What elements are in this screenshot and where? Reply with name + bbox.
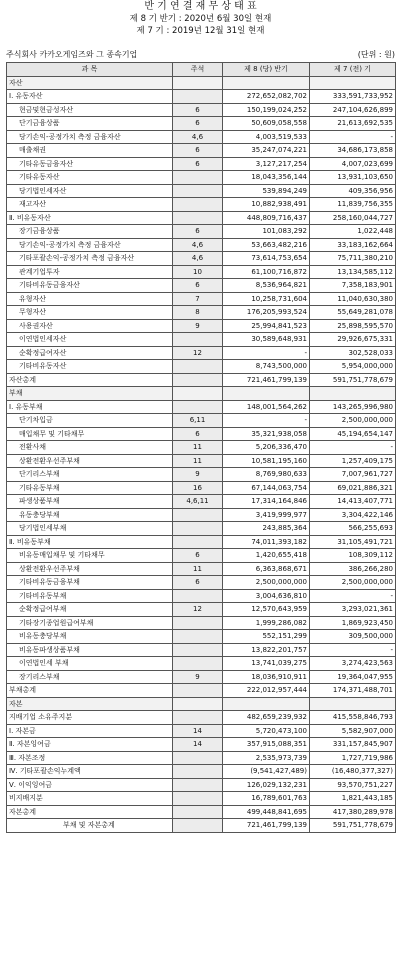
current-amount-cell [223,387,310,401]
note-cell [173,171,223,185]
current-amount-cell: 8,743,500,000 [223,360,310,374]
account-cell: 매출채권 [7,144,173,158]
note-cell: 4,6 [173,238,223,252]
table-row [7,751,396,765]
current-amount-cell: 3,419,999,977 [223,508,310,522]
account-cell: Ⅰ. 유동부채 [7,400,173,414]
table-row [7,130,396,144]
table-row [7,427,396,441]
account-cell: 재고자산 [7,198,173,212]
account-cell: 이연법인세 부채 [7,657,173,671]
previous-amount-cell: 143,265,996,980 [310,400,396,414]
table-row [7,400,396,414]
account-cell: 자산 [7,76,173,90]
note-cell: 9 [173,319,223,333]
note-cell [173,819,223,833]
table-row [7,670,396,684]
current-amount-cell: 721,461,799,139 [223,819,310,833]
table-row [7,76,396,90]
note-cell: 6 [173,117,223,131]
note-cell [173,387,223,401]
column-header-current: 제 8 (당) 반기 [223,63,310,77]
current-amount-cell [223,697,310,711]
table-row [7,684,396,698]
account-cell: 전환사채 [7,441,173,455]
current-amount-cell: 30,589,648,931 [223,333,310,347]
table-row [7,589,396,603]
account-cell: Ⅰ. 유동자산 [7,90,173,104]
account-cell: 기타유동자산 [7,171,173,185]
table-header-row [7,63,396,77]
note-cell: 11 [173,454,223,468]
current-amount-cell: 10,882,938,491 [223,198,310,212]
account-cell: 기타비유동금융자산 [7,279,173,293]
table-row [7,292,396,306]
account-cell: Ⅲ. 자본조정 [7,751,173,765]
account-cell: 무형자산 [7,306,173,320]
current-amount-cell: 2,500,000,000 [223,576,310,590]
account-cell: 단기리스부채 [7,468,173,482]
account-cell: 지배기업 소유주지분 [7,711,173,725]
current-amount-cell: 18,043,356,144 [223,171,310,185]
current-amount-cell: 1,420,655,418 [223,549,310,563]
table-row [7,306,396,320]
note-cell [173,522,223,536]
table-row [7,211,396,225]
table-row [7,117,396,131]
account-cell: 당기손익-공정가치 측정 금융자산 [7,238,173,252]
current-amount-cell: 721,461,799,139 [223,373,310,387]
account-cell: 순확정급여자산 [7,346,173,360]
note-cell [173,400,223,414]
current-amount-cell [223,76,310,90]
previous-amount-cell: 2,500,000,000 [310,414,396,428]
current-amount-cell: 10,581,195,160 [223,454,310,468]
account-cell: 현금및현금성자산 [7,103,173,117]
previous-amount-cell: 333,591,733,952 [310,90,396,104]
account-cell: 사용권자산 [7,319,173,333]
current-amount-cell: 2,535,973,739 [223,751,310,765]
table-row [7,184,396,198]
note-cell [173,765,223,779]
current-amount-cell: (9,541,427,489) [223,765,310,779]
table-row [7,265,396,279]
current-amount-cell: 150,199,024,252 [223,103,310,117]
table-row [7,441,396,455]
account-cell: 장기리스부채 [7,670,173,684]
table-row [7,508,396,522]
account-cell: Ⅱ. 비유동자산 [7,211,173,225]
company-unit-row [0,37,401,62]
note-cell: 6 [173,144,223,158]
current-amount-cell: 3,004,636,810 [223,589,310,603]
current-amount-cell: 4,003,519,533 [223,130,310,144]
table-row [7,495,396,509]
account-cell: 상환전환우선주부채 [7,454,173,468]
current-amount-cell: 243,885,364 [223,522,310,536]
note-cell: 6,11 [173,414,223,428]
statement-header [0,0,401,37]
current-amount-cell: 10,258,731,604 [223,292,310,306]
table-row [7,805,396,819]
table-row [7,238,396,252]
note-cell: 6 [173,157,223,171]
current-amount-cell: 50,609,058,558 [223,117,310,131]
previous-amount-cell: 591,751,778,679 [310,819,396,833]
note-cell [173,535,223,549]
note-cell: 4,6 [173,252,223,266]
previous-amount-cell: 14,413,407,771 [310,495,396,509]
note-cell: 16 [173,481,223,495]
previous-amount-cell: 1,869,923,450 [310,616,396,630]
table-row [7,144,396,158]
previous-amount-cell [310,697,396,711]
note-cell [173,211,223,225]
account-cell: 비유동파생상품부채 [7,643,173,657]
note-cell: 12 [173,346,223,360]
current-amount-cell: 35,321,938,058 [223,427,310,441]
table-row [7,252,396,266]
previous-amount-cell: 591,751,778,679 [310,373,396,387]
previous-amount-cell: 29,926,675,331 [310,333,396,347]
note-cell: 9 [173,670,223,684]
previous-amount-cell: 11,040,630,380 [310,292,396,306]
table-row [7,630,396,644]
note-cell [173,616,223,630]
account-cell: 기타유동금융자산 [7,157,173,171]
previous-amount-cell [310,76,396,90]
current-amount-cell: 25,994,841,523 [223,319,310,333]
previous-amount-cell: 5,582,907,000 [310,724,396,738]
previous-amount-cell: - [310,441,396,455]
current-amount-cell: 101,083,292 [223,225,310,239]
note-cell [173,751,223,765]
previous-amount-cell: 3,274,423,563 [310,657,396,671]
current-amount-cell: 8,536,964,821 [223,279,310,293]
account-cell: 부채 및 자본총계 [7,819,173,833]
account-cell: 기타유동부채 [7,481,173,495]
table-row [7,454,396,468]
account-cell: Ⅳ. 기타포괄손익누계액 [7,765,173,779]
table-row [7,90,396,104]
current-amount-cell: 74,011,393,182 [223,535,310,549]
previous-amount-cell: 331,157,845,907 [310,738,396,752]
table-row [7,103,396,117]
table-row [7,171,396,185]
note-cell [173,76,223,90]
previous-amount-cell: 386,266,280 [310,562,396,576]
previous-amount-cell: 1,022,448 [310,225,396,239]
previous-amount-cell: 566,255,693 [310,522,396,536]
balance-sheet-table [6,62,396,833]
note-cell [173,198,223,212]
note-cell: 6 [173,103,223,117]
table-body [7,76,396,832]
current-amount-cell: 67,144,063,754 [223,481,310,495]
table-row [7,522,396,536]
previous-amount-cell: 3,304,422,146 [310,508,396,522]
previous-amount-cell: 33,183,162,664 [310,238,396,252]
current-amount-cell: 5,720,473,100 [223,724,310,738]
table-row [7,549,396,563]
previous-amount-cell: 93,570,751,227 [310,778,396,792]
account-cell: 부채 [7,387,173,401]
current-amount-cell: 6,363,868,671 [223,562,310,576]
note-cell: 14 [173,738,223,752]
note-cell: 6 [173,576,223,590]
current-amount-cell: 17,314,164,846 [223,495,310,509]
previous-amount-cell: - [310,643,396,657]
current-amount-cell: 61,100,716,872 [223,265,310,279]
previous-amount-cell: 409,356,956 [310,184,396,198]
column-header-note: 주석 [173,63,223,77]
account-cell: 기타포괄손익-공정가치 측정 금융자산 [7,252,173,266]
account-cell: 자본총계 [7,805,173,819]
table-row [7,792,396,806]
account-cell: Ⅰ. 자본금 [7,724,173,738]
statement-title: 반 기 연 결 재 무 상 태 표 [144,1,257,12]
table-row [7,576,396,590]
account-cell: 장기금융상품 [7,225,173,239]
current-amount-cell: 12,570,643,959 [223,603,310,617]
account-cell: 비지배지분 [7,792,173,806]
current-amount-cell: 539,894,249 [223,184,310,198]
account-cell: 비유동매입채무 및 기타채무 [7,549,173,563]
previous-amount-cell: 69,021,886,321 [310,481,396,495]
account-cell: Ⅱ. 자본잉여금 [7,738,173,752]
note-cell [173,373,223,387]
previous-amount-cell: 11,839,756,355 [310,198,396,212]
previous-amount-cell: 5,954,000,000 [310,360,396,374]
previous-amount-cell: (16,480,377,327) [310,765,396,779]
note-cell [173,711,223,725]
account-cell: 당기법인세자산 [7,184,173,198]
note-cell: 6 [173,225,223,239]
previous-amount-cell: 55,649,281,078 [310,306,396,320]
current-amount-cell: 222,012,957,444 [223,684,310,698]
table-row [7,279,396,293]
previous-amount-cell: - [310,589,396,603]
previous-amount-cell: 108,309,112 [310,549,396,563]
previous-amount-cell: 415,558,846,793 [310,711,396,725]
current-amount-cell: 357,915,088,351 [223,738,310,752]
previous-amount-cell: 13,931,103,650 [310,171,396,185]
table-row [7,360,396,374]
previous-amount-cell: - [310,130,396,144]
note-cell: 4,6,11 [173,495,223,509]
table-row [7,157,396,171]
account-cell: 관계기업투자 [7,265,173,279]
note-cell: 9 [173,468,223,482]
table-row [7,481,396,495]
table-row [7,643,396,657]
table-row [7,387,396,401]
account-cell: 유형자산 [7,292,173,306]
account-cell: 기타장기종업원급여부채 [7,616,173,630]
period-previous: 제 7 기 : 2019년 12월 31일 현재 [136,26,265,36]
current-amount-cell: 3,127,217,254 [223,157,310,171]
table-row [7,414,396,428]
note-cell: 11 [173,441,223,455]
previous-amount-cell: 302,528,033 [310,346,396,360]
previous-amount-cell: 13,134,585,112 [310,265,396,279]
previous-amount-cell: 21,613,692,535 [310,117,396,131]
table-row [7,562,396,576]
previous-amount-cell: 75,711,380,210 [310,252,396,266]
account-cell: 자산총계 [7,373,173,387]
previous-amount-cell: 258,160,044,727 [310,211,396,225]
current-amount-cell: 176,205,993,524 [223,306,310,320]
current-amount-cell: 272,652,082,702 [223,90,310,104]
table-row [7,765,396,779]
current-amount-cell: 148,001,564,262 [223,400,310,414]
table-row [7,616,396,630]
note-cell [173,360,223,374]
previous-amount-cell: 417,380,289,978 [310,805,396,819]
note-cell [173,643,223,657]
table-row [7,198,396,212]
previous-amount-cell: 31,105,491,721 [310,535,396,549]
account-cell: 비유동충당부채 [7,630,173,644]
current-amount-cell: 18,036,910,911 [223,670,310,684]
account-cell: 당기손익-공정가치 측정 금융자산 [7,130,173,144]
previous-amount-cell: 34,686,173,858 [310,144,396,158]
note-cell: 6 [173,279,223,293]
current-amount-cell: 448,809,716,437 [223,211,310,225]
current-amount-cell: 126,029,132,231 [223,778,310,792]
period-current: 제 8 기 반기 : 2020년 6월 30일 현재 [129,14,272,24]
table-row [7,711,396,725]
current-amount-cell: - [223,346,310,360]
current-amount-cell: 552,151,299 [223,630,310,644]
table-row [7,657,396,671]
table-row [7,373,396,387]
account-cell: 순확정급여부채 [7,603,173,617]
previous-amount-cell: 7,358,183,901 [310,279,396,293]
table-row [7,603,396,617]
table-row [7,778,396,792]
current-amount-cell: 482,659,239,932 [223,711,310,725]
previous-amount-cell: 7,007,961,727 [310,468,396,482]
note-cell [173,184,223,198]
note-cell [173,657,223,671]
previous-amount-cell: 309,500,000 [310,630,396,644]
table-row [7,738,396,752]
account-cell: 기타비유동부채 [7,589,173,603]
current-amount-cell: 5,206,336,470 [223,441,310,455]
company-name: 주식회사 카카오게임즈와 그 종속기업 [6,50,138,59]
previous-amount-cell: 247,104,626,899 [310,103,396,117]
table-row [7,819,396,833]
table-row [7,724,396,738]
note-cell: 8 [173,306,223,320]
note-cell: 4,6 [173,130,223,144]
account-cell: 상환전환우선주부채 [7,562,173,576]
account-cell: Ⅱ. 비유동부채 [7,535,173,549]
previous-amount-cell: 3,293,021,361 [310,603,396,617]
note-cell [173,90,223,104]
previous-amount-cell: 1,727,719,986 [310,751,396,765]
note-cell [173,684,223,698]
note-cell: 14 [173,724,223,738]
account-cell: 부채총계 [7,684,173,698]
previous-amount-cell: 19,364,047,955 [310,670,396,684]
note-cell: 11 [173,562,223,576]
current-amount-cell: 8,769,980,633 [223,468,310,482]
current-amount-cell: 35,247,074,221 [223,144,310,158]
note-cell [173,333,223,347]
current-amount-cell: 73,614,753,654 [223,252,310,266]
column-header-account: 과 목 [7,63,173,77]
note-cell [173,508,223,522]
previous-amount-cell: 45,194,654,147 [310,427,396,441]
table-row [7,535,396,549]
current-amount-cell: 53,663,482,216 [223,238,310,252]
note-cell: 10 [173,265,223,279]
account-cell: 이연법인세자산 [7,333,173,347]
unit-label: (단위 : 원) [357,50,395,59]
column-header-previous: 제 7 (전) 기 [310,63,396,77]
account-cell: 당기법인세부채 [7,522,173,536]
previous-amount-cell: 1,821,443,185 [310,792,396,806]
account-cell: 단기차입금 [7,414,173,428]
previous-amount-cell: 25,898,595,570 [310,319,396,333]
account-cell: Ⅴ. 이익잉여금 [7,778,173,792]
account-cell: 매입채무 및 기타채무 [7,427,173,441]
table-row [7,333,396,347]
table-row [7,319,396,333]
current-amount-cell: 13,822,201,757 [223,643,310,657]
current-amount-cell: 13,741,039,275 [223,657,310,671]
current-amount-cell: 16,789,601,763 [223,792,310,806]
previous-amount-cell: 1,257,409,175 [310,454,396,468]
note-cell [173,589,223,603]
table-row [7,346,396,360]
note-cell [173,630,223,644]
note-cell: 7 [173,292,223,306]
note-cell [173,697,223,711]
table-row [7,468,396,482]
account-cell: 유동충당부채 [7,508,173,522]
table-row [7,225,396,239]
note-cell [173,778,223,792]
note-cell [173,805,223,819]
account-cell: 기타비유동자산 [7,360,173,374]
previous-amount-cell [310,387,396,401]
current-amount-cell: - [223,414,310,428]
table-row [7,697,396,711]
account-cell: 단기금융상품 [7,117,173,131]
current-amount-cell: 499,448,841,695 [223,805,310,819]
previous-amount-cell: 4,007,023,699 [310,157,396,171]
account-cell: 자본 [7,697,173,711]
note-cell [173,792,223,806]
account-cell: 기타비유동금융부채 [7,576,173,590]
note-cell: 12 [173,603,223,617]
previous-amount-cell: 174,371,488,701 [310,684,396,698]
previous-amount-cell: 2,500,000,000 [310,576,396,590]
current-amount-cell: 1,999,286,082 [223,616,310,630]
note-cell: 6 [173,427,223,441]
account-cell: 파생상품부채 [7,495,173,509]
note-cell: 6 [173,549,223,563]
